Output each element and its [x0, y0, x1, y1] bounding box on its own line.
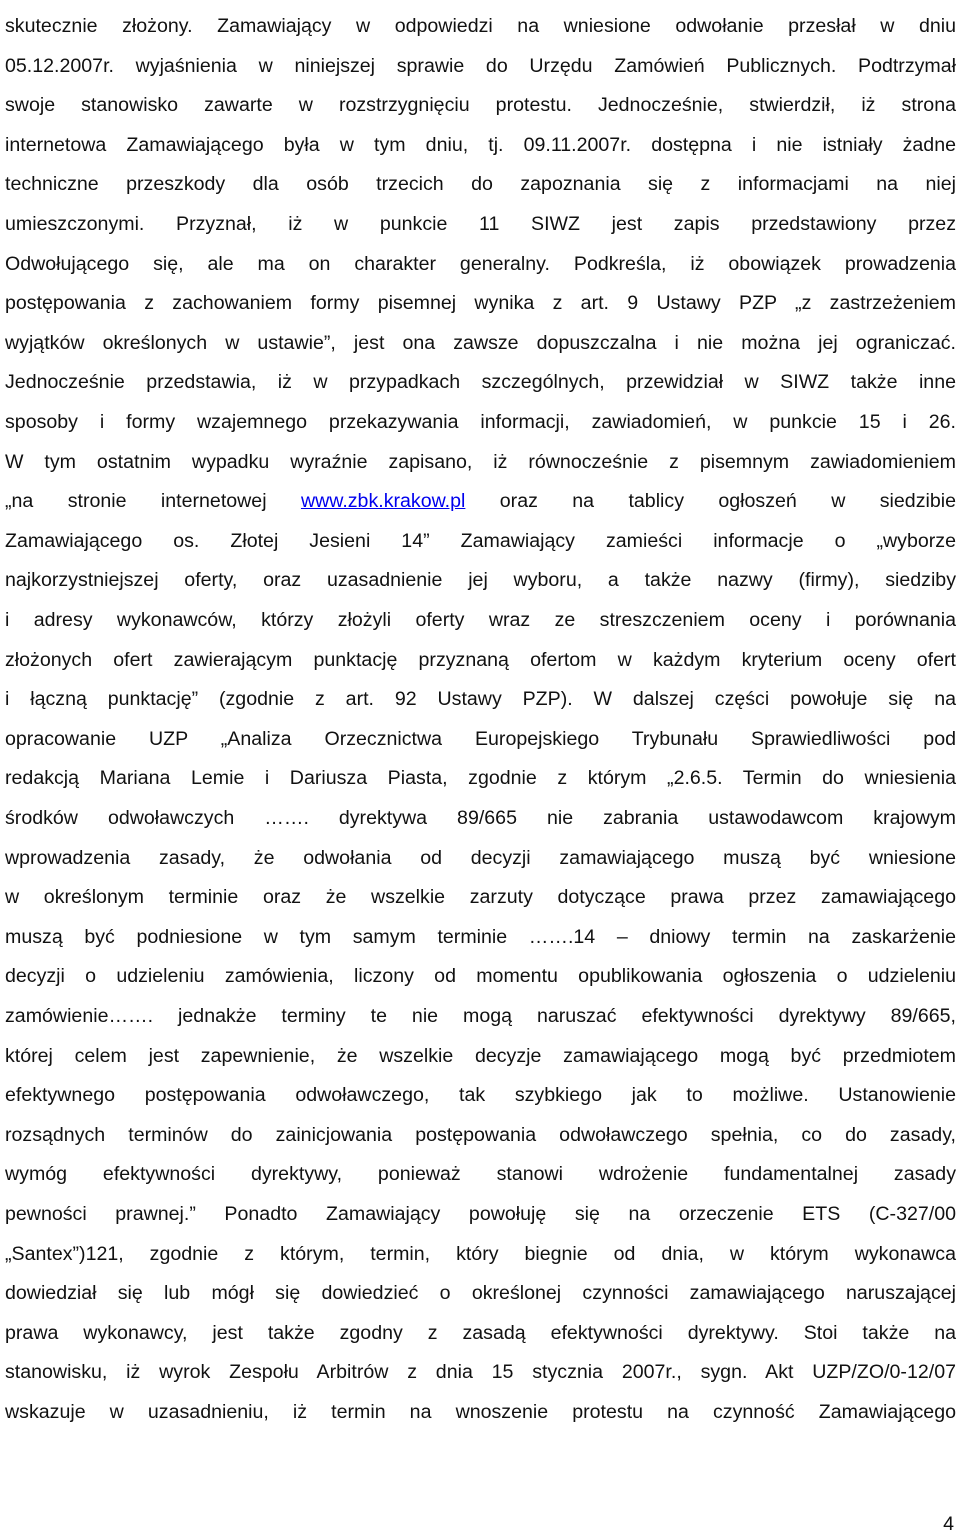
text-line: i adresy wykonawców, którzy złożyli oferty wraz ze streszczeniem oceny i porównania: [5, 609, 956, 631]
text-line: wymóg efektywności dyrektywy, ponieważ stanowi wdrożenie fundamentalnej zasady: [5, 1163, 956, 1186]
text-segment: „na stronie internetowej: [5, 490, 301, 513]
text-line: której celem jest zapewnienie, że wszelkie decyzje zamawiającego mogą być przedmiotem: [5, 1044, 956, 1067]
text-line: wprowadzenia zasady, że odwołania od decyzji zamawiającego muszą być wniesione: [5, 846, 956, 869]
text-line: „Santex”)121, zgodnie z którym, termin, który biegnie od dnia, w którym wykonawca: [5, 1242, 956, 1265]
text-line: środków odwoławczych ……. dyrektywa 89/665 nie zabrania ustawodawcom krajowym: [5, 807, 956, 829]
text-line: [5, 481, 956, 521]
text-line: wskazuje w uzasadnieniu, iż termin na wnoszenie protestu na czynność Zamawiającego: [5, 1401, 956, 1423]
text-line: skutecznie złożony. Zamawiający w odpowiedzi na wniesione odwołanie przesłał w dniu: [5, 15, 956, 37]
text-line: Jednocześnie przedstawia, iż w przypadkach szczególnych, przewidział w SIWZ także inne: [5, 371, 956, 394]
text-line: decyzji o udzieleniu zamówienia, liczony od momentu opublikowania ogłoszenia o udzieleniu: [5, 965, 956, 988]
text-line: wyjątków określonych w ustawie”, jest ona zawsze dopuszczalna i nie można jej ograniczać.: [5, 331, 956, 354]
text-line: prawa wykonawcy, jest także zgodny z zasadą efektywności dyrektywy. Stoi także na: [5, 1321, 956, 1344]
text-line: redakcją Mariana Lemie i Dariusza Piasta, zgodnie z którym „2.6.5. Termin do wniesienia: [5, 767, 956, 790]
text-line: efektywnego postępowania odwoławczego, tak szybkiego jak to możliwe. Ustanowienie: [5, 1084, 956, 1107]
text-line: internetowa Zamawiającego była w tym dniu, tj. 09.11.2007r. dostępna i nie istniały żadne: [5, 133, 956, 156]
text-line: opracowanie UZP „Analiza Orzecznictwa Europejskiego Trybunału Sprawiedliwości pod: [5, 727, 956, 750]
text-line: Zamawiającego os. Złotej Jesieni 14” Zamawiający zamieści informacje o „wyborze: [5, 529, 956, 552]
text-line: stanowisku, iż wyrok Zespołu Arbitrów z dnia 15 stycznia 2007r., sygn. Akt UZP/ZO/0-12/07: [5, 1361, 956, 1384]
text-line: zamówienie……. jednakże terminy te nie mogą naruszać efektywności dyrektywy 89/665,: [5, 1005, 956, 1027]
text-line: Odwołującego się, ale ma on charakter generalny. Podkreśla, iż obowiązek prowadzenia: [5, 252, 956, 275]
text-line: umieszczonymi. Przyznał, iż w punkcie 11 SIWZ jest zapis przedstawiony przez: [5, 213, 956, 235]
text-line: techniczne przeszkody dla osób trzecich do zapoznania się z informacjami na niej: [5, 173, 956, 196]
page-number: 4: [943, 1513, 954, 1535]
text-line: W tym ostatnim wypadku wyraźnie zapisano, iż równocześnie z pisemnym zawiadomieniem: [5, 450, 956, 473]
text-line: muszą być podniesione w tym samym terminie …….14 – dniowy termin na zaskarżenie: [5, 925, 956, 948]
text-line: sposoby i formy wzajemnego przekazywania informacji, zawiadomień, w punkcie 15 i 26.: [5, 411, 956, 433]
text-line: złożonych ofert zawierającym punktację przyznaną ofertom w każdym kryterium oceny ofert: [5, 648, 956, 671]
text-line: swoje stanowisko zawarte w rozstrzygnięciu protestu. Jednocześnie, stwierdził, iż strona: [5, 94, 956, 117]
text-line: dowiedział się lub mógł się dowiedzieć o określonej czynności zamawiającego naruszającej: [5, 1282, 956, 1305]
text-line: pewności prawnej.” Ponadto Zamawiający powołuję się na orzeczenie ETS (C-327/00: [5, 1203, 956, 1225]
text-line: 05.12.2007r. wyjaśnienia w niniejszej sprawie do Urzędu Zamówień Publicznych. Podtrzymał: [5, 54, 956, 77]
text-segment: oraz na tablicy ogłoszeń w siedzibie: [465, 490, 956, 513]
text-line: i łączną punktację” (zgodnie z art. 92 Ustawy PZP). W dalszej części powołuje się na: [5, 688, 956, 711]
website-link[interactable]: www.zbk.krakow.pl: [300, 490, 466, 513]
text-line: rozsądnych terminów do zainicjowania postępowania odwoławczego spełnia, co do zasady,: [5, 1123, 956, 1146]
text-line: w określonym terminie oraz że wszelkie zarzuty dotyczące prawa przez zamawiającego: [5, 886, 956, 909]
text-line: postępowania z zachowaniem formy pisemnej wynika z art. 9 Ustawy PZP „z zastrzeżeniem: [5, 292, 956, 315]
text-line: najkorzystniejszej oferty, oraz uzasadnienie jej wyboru, a także nazwy (firmy), siedziby: [5, 569, 956, 592]
